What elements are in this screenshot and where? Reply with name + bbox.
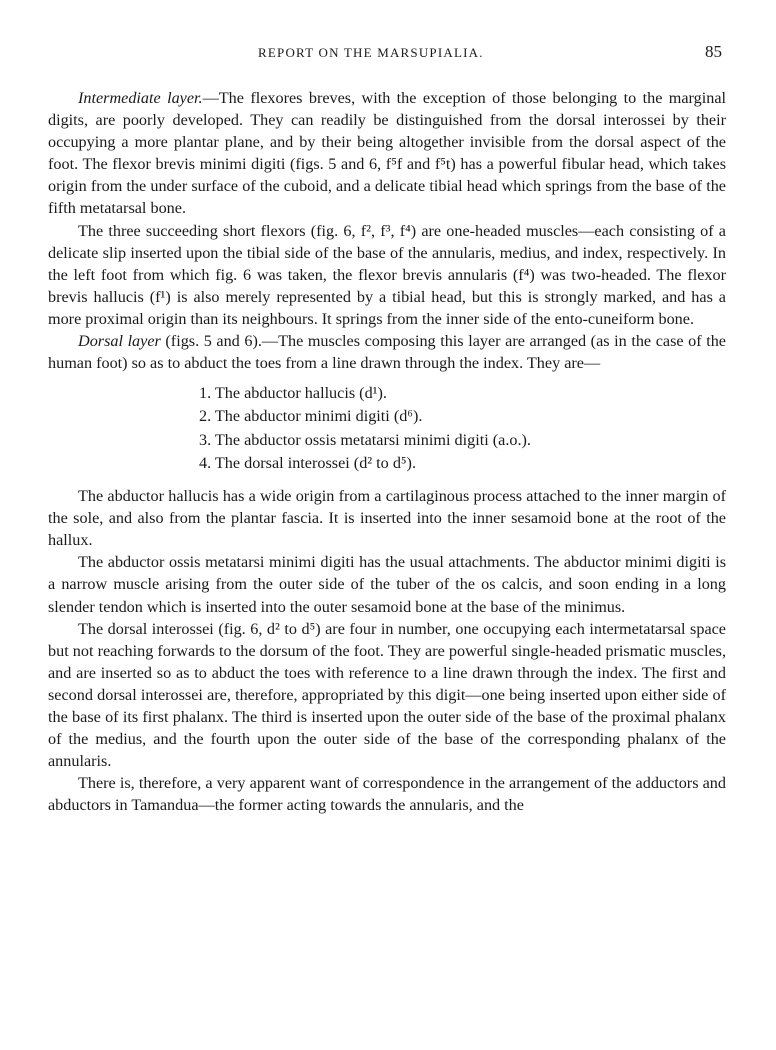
page-header <box>0 42 776 66</box>
list-item: 4. The dorsal interossei (d² to d⁵). <box>199 453 416 472</box>
page-body <box>48 87 726 816</box>
list-item: 1. The abductor hallucis (d¹). <box>199 384 387 403</box>
paragraph-text: —The flexores breves, with the exception of those belonging to the marginal digits, are poorly developed. They can readily be distinguished from the dorsal interossei by their occupying a more plantar plane, and by their being altogether invisible from the dorsal aspect of the foot. The flexor brevis minimi digiti (figs. 5 and 6, f⁵f and f⁵t) has a powerful fibular head, which takes origin from the under surface of the cuboid, and a delicate tibial head which springs from the base of the fifth metatarsal bone. <box>48 89 726 218</box>
section-heading-dorsal-layer: Dorsal layer <box>78 332 161 351</box>
paragraph-text: (figs. 5 and 6).—The muscles composing this layer are arranged (as in the case of the human foot) so as to abduct the toes from a line drawn through the index. They are— <box>48 332 726 373</box>
paragraph-correspondence: There is, therefore, a very apparent want of correspondence in the arrangement of the adductors and abductors in Tamandua—the former acting towards the annularis, and the <box>48 774 726 815</box>
page-number: 85 <box>705 42 722 61</box>
paragraph-abductor-minimi: The abductor ossis metatarsi minimi digiti has the usual attachments. The abductor minimi digiti is a narrow muscle arising from the outer side of the tuber of the os calcis, and soon ending in a long slender tendon which is inserted into the outer sesamoid bone at the base of the minimus. <box>48 553 726 616</box>
paragraph-short-flexors: The three succeeding short flexors (fig. 6, f², f³, f⁴) are one-headed muscles—each consisting of a delicate slip inserted upon the tibial side of the base of the annularis, medius, and index, respectively. In the left foot from which fig. 6 was taken, the flexor brevis annularis (f⁴) was two-headed. The flexor brevis hallucis (f¹) is also merely represented by a tibial head, but this is strongly marked, and has a more proximal origin than its neighbours. It springs from the inner side of the ento-cuneiform bone. <box>48 221 726 328</box>
muscle-list <box>48 382 726 475</box>
paragraph-dorsal-interossei: The dorsal interossei (fig. 6, d² to d⁵) are four in number, one occupying each intermetatarsal space but not reaching forwards to the dorsum of the foot. They are powerful single-headed prismatic muscles, and are inserted so as to abduct the toes with reference to a line drawn through the index. The first and second dorsal interossei are, therefore, appropriated by this digit—one being inserted upon either side of the base of its first phalanx. The third is inserted upon the outer side of the base of the proximal phalanx of the medius, and the fourth upon the outer side of the base of the corresponding phalanx of the annularis. <box>48 619 726 771</box>
section-heading-intermediate-layer: Intermediate layer. <box>78 89 203 107</box>
paragraph-abductor-hallucis: The abductor hallucis has a wide origin from a cartilaginous process attached to the inner margin of the sole, and also from the plantar fascia. It is inserted into the inner sesamoid bone at the root of the hallux. <box>48 487 726 550</box>
list-item: 2. The abductor minimi digiti (d⁶). <box>199 407 423 426</box>
paragraph-intermediate-layer <box>48 87 726 220</box>
paragraph-dorsal-layer <box>48 330 726 374</box>
list-item: 3. The abductor ossis metatarsi minimi digiti (a.o.). <box>199 430 531 449</box>
running-head: REPORT ON THE MARSUPIALIA. <box>258 45 484 60</box>
